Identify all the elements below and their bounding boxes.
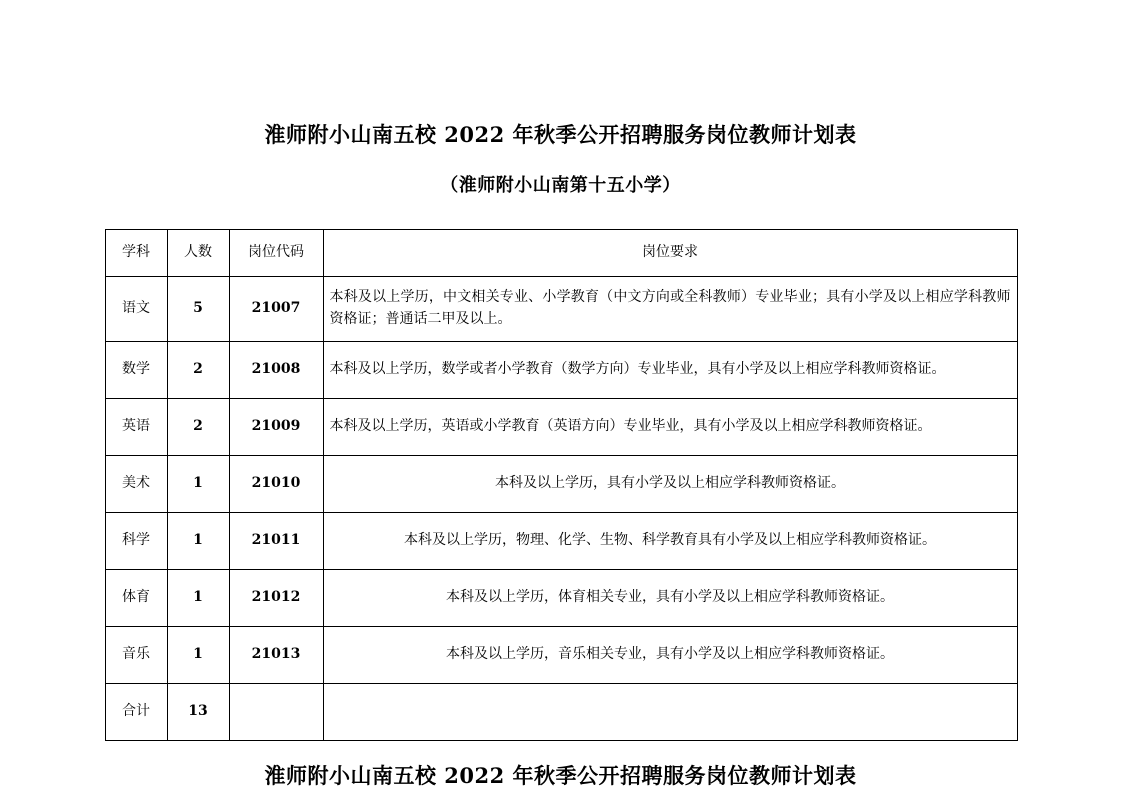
column-header-count: 人数 [167,229,229,276]
cell-code: 21009 [229,398,323,455]
cell-requirement: 本科及以上学历，英语或小学教育（英语方向）专业毕业，具有小学及以上相应学科教师资格证。 [323,398,1017,455]
table-header-row [105,229,1017,276]
cell-count: 2 [167,398,229,455]
cell-requirement: 本科及以上学历，音乐相关专业，具有小学及以上相应学科教师资格证。 [323,626,1017,683]
cell-subject: 英语 [105,398,167,455]
cell-subject: 美术 [105,455,167,512]
table-row [105,626,1017,683]
cell-subject: 数学 [105,341,167,398]
cell-requirement: 本科及以上学历，中文相关专业、小学教育（中文方向或全科教师）专业毕业；具有小学及以上相应学科教师资格证；普通话二甲及以上。 [323,276,1017,341]
cell-count: 1 [167,512,229,569]
cell-count: 1 [167,569,229,626]
table-row [105,398,1017,455]
table-row [105,341,1017,398]
cell-total-label: 合计 [105,683,167,740]
column-header-subject: 学科 [105,229,167,276]
cell-code: 21012 [229,569,323,626]
table-row [105,455,1017,512]
recruitment-plan-table [105,229,1018,741]
cell-code: 21013 [229,626,323,683]
cell-subject: 语文 [105,276,167,341]
cell-count: 2 [167,341,229,398]
table-row [105,276,1017,341]
column-header-requirement: 岗位要求 [323,229,1017,276]
cell-total-count: 13 [167,683,229,740]
cell-subject: 体育 [105,569,167,626]
cell-requirement: 本科及以上学历，具有小学及以上相应学科教师资格证。 [323,455,1017,512]
table-row [105,569,1017,626]
plan-table-container [105,197,1017,741]
cell-requirement: 本科及以上学历，数学或者小学教育（数学方向）专业毕业，具有小学及以上相应学科教师资格证。 [323,341,1017,398]
cell-requirement: 本科及以上学历，物理、化学、生物、科学教育具有小学及以上相应学科教师资格证。 [323,512,1017,569]
table-row [105,512,1017,569]
column-header-code: 岗位代码 [229,229,323,276]
cell-code: 21010 [229,455,323,512]
cell-total-code [229,683,323,740]
cell-count: 1 [167,455,229,512]
cell-code: 21007 [229,276,323,341]
cell-code: 21011 [229,512,323,569]
cell-count: 5 [167,276,229,341]
page-subtitle: （淮师附小山南第十五小学） [440,175,681,197]
table-total-row [105,683,1017,740]
cell-requirement: 本科及以上学历，体育相关专业，具有小学及以上相应学科教师资格证。 [323,569,1017,626]
footer-title: 淮师附小山南五校 2022 年秋季公开招聘服务岗位教师计划表 [264,762,857,788]
cell-subject: 音乐 [105,626,167,683]
cell-subject: 科学 [105,512,167,569]
cell-count: 1 [167,626,229,683]
cell-code: 21008 [229,341,323,398]
cell-total-requirement [323,683,1017,740]
page-title: 淮师附小山南五校 2022 年秋季公开招聘服务岗位教师计划表 [264,122,857,147]
